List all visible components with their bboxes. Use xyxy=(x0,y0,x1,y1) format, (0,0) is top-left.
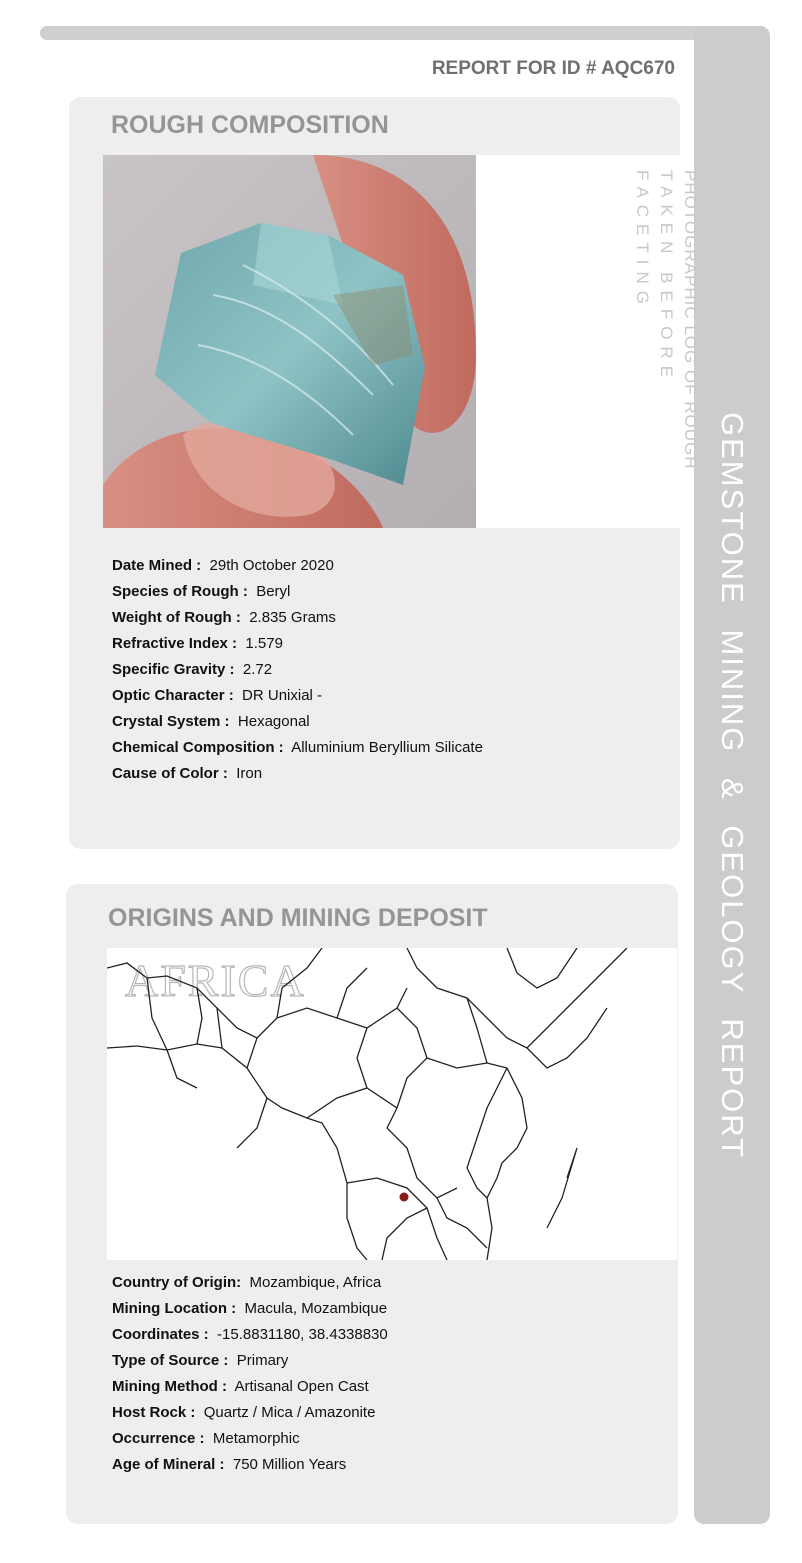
report-id: REPORT FOR ID # AQC670 xyxy=(431,58,675,79)
rough-properties xyxy=(112,553,483,787)
property-row: Occurrence : Metamorphic xyxy=(112,1430,300,1447)
rough-photo xyxy=(103,155,476,528)
side-title: GEMSTONE MINING & GEOLOGY REPORT xyxy=(715,412,750,1160)
rough-composition-title: ROUGH COMPOSITION xyxy=(111,111,389,139)
property-row: Age of Mineral : 750 Million Years xyxy=(112,1456,347,1473)
property-row: Crystal System : Hexagonal xyxy=(112,713,310,730)
property-row: Date Mined : 29th October 2020 xyxy=(112,557,334,574)
property-row: Chemical Composition : Alluminium Beryllium Silicate xyxy=(112,739,483,756)
map-label: AFRICA xyxy=(125,955,306,1006)
property-row: Species of Rough : Beryl xyxy=(112,583,291,600)
africa-map xyxy=(107,948,677,1260)
property-row: Refractive Index : 1.579 xyxy=(112,635,283,652)
caption-line-1: PHOTOGRAPHIC LOG OF ROUGH xyxy=(681,170,700,470)
property-row: Mining Method : Artisanal Open Cast xyxy=(112,1378,369,1395)
property-row: Coordinates : -15.8831180, 38.4338830 xyxy=(112,1326,388,1343)
property-row: Mining Location : Macula, Mozambique xyxy=(112,1300,388,1317)
caption-line-2: TAKEN BEFORE FACETING xyxy=(633,170,676,385)
property-row: Country of Origin: Mozambique, Africa xyxy=(112,1274,382,1291)
property-row: Specific Gravity : 2.72 xyxy=(112,661,273,678)
top-bar xyxy=(40,26,768,40)
property-row: Cause of Color : Iron xyxy=(112,765,263,782)
origin-properties xyxy=(112,1270,388,1478)
origins-title: ORIGINS AND MINING DEPOSIT xyxy=(108,904,488,932)
property-row: Host Rock : Quartz / Mica / Amazonite xyxy=(112,1404,376,1421)
mine-location-marker xyxy=(400,1193,409,1202)
property-row: Type of Source : Primary xyxy=(112,1352,289,1369)
side-title-container xyxy=(694,26,770,1524)
property-row: Optic Character : DR Unixial - xyxy=(112,687,323,704)
photo-caption xyxy=(630,170,702,510)
property-row: Weight of Rough : 2.835 Grams xyxy=(112,609,336,626)
